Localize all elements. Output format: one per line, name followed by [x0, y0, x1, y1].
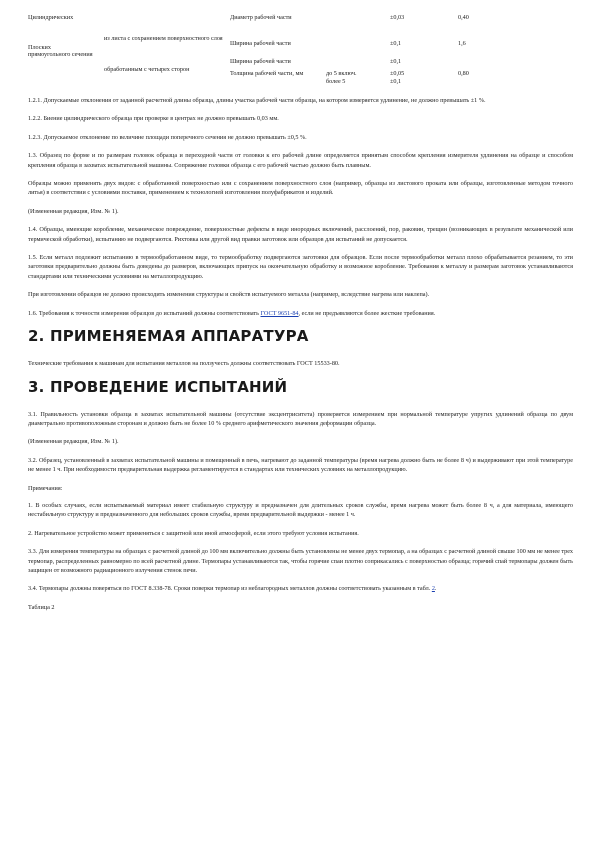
paragraph: 1.2.2. Биение цилиндрического образца при проверке в центрах не должно превышать 0,03 мм. — [28, 115, 279, 123]
paragraph: 1.2.1. Допускаемые отклонения от заданной расчетной длины образца, длины участка рабочей части образца, на котором измеряется удлинение, не должно превышать ±1 %. — [28, 97, 486, 104]
table-cell: Диаметр рабочей части — [230, 14, 292, 21]
paragraph: 3.3. Для измерения температуры на образцах с расчетной длиной до 100 мм включительно должны быть установлены не менее двух термопар, а на образцах с расчетной длиной свыше 100 мм не менее трех термопар, распределенных равномерно по всей расчетной длине. Термопары устанавливаются так, чтобы горячие спаи плотно соприкасались с поверхностью образца; горячий спай термопары должен быть защищен от возможного радиационного излучения стенок печи. — [28, 548, 573, 574]
paragraph-text: , если не предъявляются более жесткие требования. — [298, 309, 436, 317]
paragraph: 1.5. Если металл подлежит испытанию в термообработанном виде, то термообработку подвергаются заготовки для образцов. Если после термообработки металл плохо обрабатывается резанием, то эти заготовки предварительно должны быть доведены до размеров, включающих припуск на окончательную обработку и возможное коробление. Требования к металлу и размерам заготовок устанавливаются стандартами или техническими условиями на металлопродукцию. — [28, 254, 573, 280]
table-cell: 0,40 — [458, 14, 469, 21]
table-cell: ±0,03 — [390, 14, 405, 21]
amendment-note: (Измененная редакция, Изм. № 1). — [28, 438, 119, 446]
table-cell: до 5 включ. — [326, 70, 357, 77]
table-cell: обработанным с четырех сторон — [104, 66, 190, 73]
table-cell: Ширина рабочей части — [230, 40, 291, 47]
note-item: 1. В особых случаях, если испытываемый материал имеет стабильную структуру и предназначен для длительных сроков службы, время нагрева может быть более 8 ч, а для материала, имеющего нестабильную структуру и предназначенного для небольших сроков службы, время предварительной выдержки - менее 1 ч. — [28, 501, 573, 519]
table-2-link[interactable]: 2 — [431, 585, 435, 593]
table-cell: более 5 — [326, 78, 346, 85]
paragraph: Технические требования к машинам для испытания металлов на ползучесть должны соответствовать ГОСТ 15533-80. — [28, 360, 340, 368]
paragraph — [28, 584, 573, 593]
gost-9651-link[interactable]: ГОСТ 9651-84 — [260, 309, 299, 317]
table-cell: 0,80 — [458, 70, 469, 77]
table-cell: из листа с сохранением поверхностного слоя — [104, 35, 223, 42]
table-cell: ±0,1 — [390, 40, 402, 47]
table-cell: Плоских прямоугольного сечения — [28, 44, 93, 59]
paragraph: 1.3. Образец по форме и по размерам головок образца и переходной части от головки к его рабочей длине определяется принятым способом крепления измерителя удлинения на образце и способом крепления образца в захватах испытательной машины. Сопряжение головки образца с его рабочей частью должно быть плавным. — [28, 152, 573, 169]
table-cell: ±0,1 — [390, 78, 402, 85]
paragraph-text: . — [434, 585, 437, 593]
paragraph: 3.2. Образец, установленный в захватах испытательной машины и помещенный в печь, нагревают до заданной температуры (время нагрева должно быть не более 8 ч) и выдерживают при этой температуре не менее 1 ч. При необходимости предварительная выдержка регламентируется в стандартах или технических условиях на металлопродукцию. — [28, 456, 573, 474]
table-cell: Ширина рабочей части — [230, 58, 291, 65]
note-item: 2. Нагревательное устройство может применяться с защитной или иной атмосферой, если этого требуют условия испытания. — [28, 529, 359, 537]
table-cell: 1,6 — [458, 40, 466, 47]
paragraph: 1.2.3. Допускаемое отклонение по величине площади поперечного сечения не должно превышать ±0,5 %. — [28, 133, 307, 141]
document-body — [28, 96, 573, 621]
table-cell: Толщина рабочей части, мм — [230, 70, 304, 77]
table-cell: Цилиндрических — [28, 14, 74, 21]
amendment-note: (Измененная редакция, Изм. № 1). — [28, 207, 119, 215]
paragraph — [28, 309, 573, 318]
paragraph: 1.4. Образцы, имеющие коробление, механическое повреждение, поверхностные дефекты в виде инородных включений, расслоений, пор, раковин, трещин (возникающих в результате механической или термической обработки), испытанию не подвергаются. Рихтовка или другой вид правки заготовок или образцов для испытаний не допускается. — [28, 226, 573, 243]
table-cell: ±0,1 — [390, 58, 402, 65]
paragraph-text: 3.4. Термопары должны поверяться по ГОСТ 8.338-78. Сроки поверки термопар из неблагородных металлов должны соответствовать указанным в табл. — [28, 585, 432, 593]
section-heading-equipment: 2. ПРИМЕНЯЕМАЯ АППАРАТУРА — [28, 327, 309, 346]
section-heading-testing: 3. ПРОВЕДЕНИЕ ИСПЫТАНИЙ — [28, 377, 288, 396]
table-cell: ±0,05 — [390, 70, 405, 77]
notes-label: Примечания: — [28, 484, 63, 492]
paragraph: 3.1. Правильность установки образца в захватах испытательной машины (отсутствие эксцентриситета) проверяется измерением при нормальной температуре упругих удлинений образца по двум диаметрально противоположным сторонам и должно быть не более 10 % среднего арифметического значения деформации образца. — [28, 410, 573, 427]
paragraph-text: 1.6. Требования к точности измерения образцов до испытаний должны соответствовать — [28, 309, 261, 317]
paragraph: При изготовлении образцов не должно происходить изменения структуры и свойств испытуемого металла (например, вследствие нагрева или наклепа). — [28, 291, 430, 299]
table-caption: Таблица 2 — [28, 603, 55, 611]
paragraph: Образцы можно применять двух видов: с обработанной поверхностью или с сохранением поверхностного слоя (например, образцы из листового проката или образцы, изготовленные методом точного литья) в соответствии с условиями поставки, применением к технологией изготовления полуфабрикатов и изделий. — [28, 180, 573, 197]
